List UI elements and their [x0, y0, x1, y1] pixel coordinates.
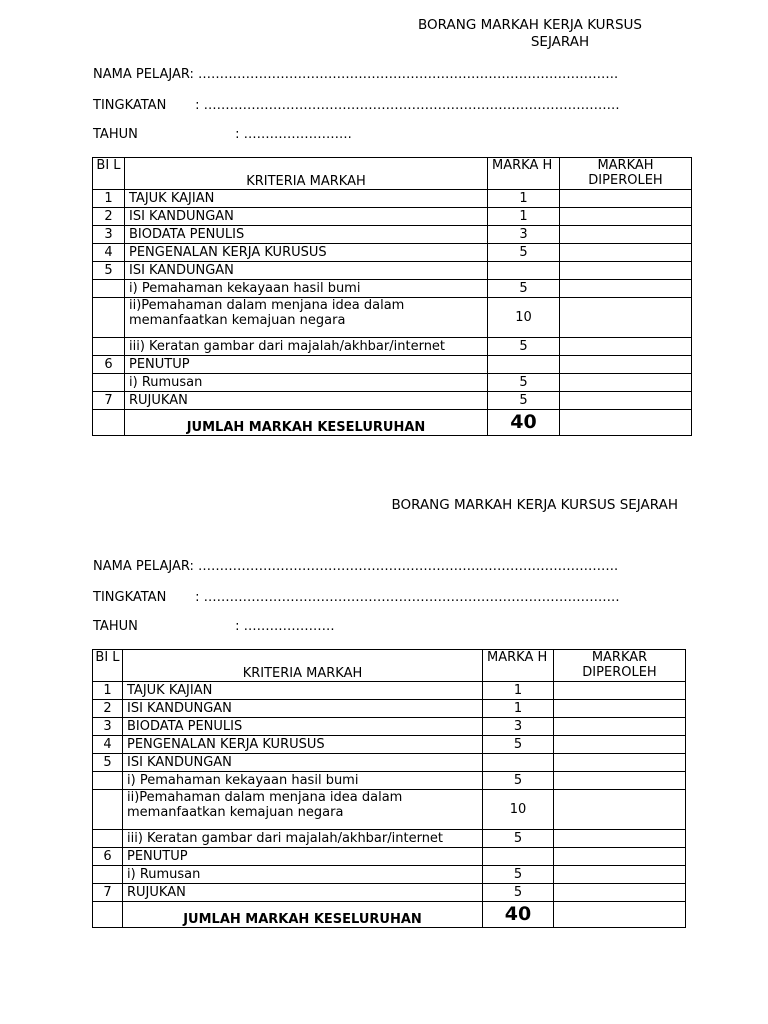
- markah-cell: 5: [488, 338, 560, 356]
- markah-cell: 1: [483, 700, 554, 718]
- markah-cell: [488, 356, 560, 374]
- diperoleh-cell[interactable]: [554, 682, 686, 700]
- form1-tahun-label: TAHUN: [93, 127, 138, 142]
- bil-cell: 2: [93, 700, 123, 718]
- total-row: [93, 410, 692, 436]
- table-row: [93, 374, 692, 392]
- table-row: [93, 190, 692, 208]
- bil-cell: 4: [93, 736, 123, 754]
- form2-nama-label: NAMA PELAJAR:: [93, 559, 194, 574]
- markah-cell: 5: [488, 280, 560, 298]
- kriteria-cell: ISI KANDUNGAN: [123, 700, 483, 718]
- kriteria-cell: ISI KANDUNGAN: [125, 208, 488, 226]
- kriteria-cell: i) Rumusan: [123, 866, 483, 884]
- kriteria-cell: PENUTUP: [123, 848, 483, 866]
- bil-cell: 1: [93, 190, 125, 208]
- total-diperoleh-cell[interactable]: [554, 902, 686, 928]
- markah-cell: 3: [488, 226, 560, 244]
- markah-cell: 1: [483, 682, 554, 700]
- markah-cell: [483, 754, 554, 772]
- markah-cell: 5: [483, 866, 554, 884]
- markah-cell: 5: [483, 884, 554, 902]
- markah-cell: 5: [488, 244, 560, 262]
- form1-tingkatan-dots[interactable]: : ……………………………………………………………………………………: [195, 98, 620, 113]
- total-diperoleh-cell[interactable]: [560, 410, 692, 436]
- diperoleh-cell[interactable]: [560, 226, 692, 244]
- form2-tingkatan-dots[interactable]: : ……………………………………………………………………………………: [195, 590, 620, 605]
- diperoleh-cell[interactable]: [554, 790, 686, 830]
- diperoleh-cell[interactable]: [560, 298, 692, 338]
- table-row: [93, 208, 692, 226]
- table-row: [93, 700, 686, 718]
- form2-nama-field[interactable]: [93, 559, 618, 574]
- table-row: [93, 280, 692, 298]
- kriteria-cell: iii) Keratan gambar dari majalah/akhbar/internet: [125, 338, 488, 356]
- markah-cell: 5: [483, 772, 554, 790]
- table-row: [93, 848, 686, 866]
- table-row: [93, 226, 692, 244]
- diperoleh-cell[interactable]: [560, 244, 692, 262]
- kriteria-cell: RUJUKAN: [125, 392, 488, 410]
- diperoleh-cell[interactable]: [554, 718, 686, 736]
- table-row: [93, 736, 686, 754]
- bil-cell: [93, 374, 125, 392]
- bil-cell: [93, 790, 123, 830]
- bil-cell: [93, 772, 123, 790]
- total-label: JUMLAH MARKAH KESELURUHAN: [125, 410, 488, 436]
- table-row: [93, 356, 692, 374]
- table-row: [93, 884, 686, 902]
- form2-title: BORANG MARKAH KERJA KURSUS SEJARAH: [391, 497, 678, 513]
- table-row: [93, 298, 692, 338]
- diperoleh-cell[interactable]: [554, 736, 686, 754]
- form1-title-line1: BORANG MARKAH KERJA KURSUS: [418, 17, 642, 33]
- col-diperoleh-header: MARKAR DIPEROLEH: [554, 650, 686, 682]
- diperoleh-cell[interactable]: [560, 374, 692, 392]
- table-row: [93, 754, 686, 772]
- kriteria-cell: TAJUK KAJIAN: [125, 190, 488, 208]
- diperoleh-cell[interactable]: [554, 700, 686, 718]
- bil-cell: [93, 338, 125, 356]
- bil-cell: 7: [93, 392, 125, 410]
- kriteria-cell: ISI KANDUNGAN: [123, 754, 483, 772]
- table-header-row: [93, 158, 692, 190]
- diperoleh-cell[interactable]: [554, 848, 686, 866]
- diperoleh-cell[interactable]: [560, 280, 692, 298]
- kriteria-cell: BIODATA PENULIS: [123, 718, 483, 736]
- markah-cell: 1: [488, 208, 560, 226]
- form1-tingkatan-field[interactable]: [93, 98, 620, 113]
- total-bil-cell: [93, 410, 125, 436]
- bil-cell: 1: [93, 682, 123, 700]
- kriteria-cell: i) Pemahaman kekayaan hasil bumi: [125, 280, 488, 298]
- bil-cell: [93, 830, 123, 848]
- table-row: [93, 338, 692, 356]
- col-diperoleh-header: MARKAH DIPEROLEH: [560, 158, 692, 190]
- bil-cell: [93, 866, 123, 884]
- form1-title-line2: SEJARAH: [530, 34, 590, 50]
- form2-tahun-dots[interactable]: : …………………: [235, 619, 335, 634]
- table-row: [93, 718, 686, 736]
- form2-tingkatan-field[interactable]: [93, 590, 620, 605]
- markah-cell: 10: [483, 790, 554, 830]
- table-row: [93, 772, 686, 790]
- form1-nama-label: NAMA PELAJAR:: [93, 67, 194, 82]
- bil-cell: 5: [93, 262, 125, 280]
- total-value: 40: [488, 410, 560, 436]
- diperoleh-cell[interactable]: [560, 208, 692, 226]
- form1-nama-dots[interactable]: …………………………………………………………………………………….: [198, 67, 619, 82]
- form1-tahun-dots[interactable]: : …………………….: [235, 127, 352, 142]
- col-bil-header: BI L: [93, 158, 125, 190]
- markah-cell: 5: [488, 392, 560, 410]
- table-row: [93, 244, 692, 262]
- form1-title: [380, 17, 680, 51]
- diperoleh-cell[interactable]: [554, 830, 686, 848]
- form2-tingkatan-label: TINGKATAN: [93, 590, 167, 605]
- form1-nama-field[interactable]: [93, 67, 618, 82]
- diperoleh-cell[interactable]: [560, 392, 692, 410]
- form2-tahun-field[interactable]: [93, 619, 335, 634]
- kriteria-cell: PENUTUP: [125, 356, 488, 374]
- total-bil-cell: [93, 902, 123, 928]
- markah-cell: 5: [483, 736, 554, 754]
- kriteria-cell: i) Rumusan: [125, 374, 488, 392]
- kriteria-cell: PENGENALAN KERJA KURUSUS: [123, 736, 483, 754]
- diperoleh-cell[interactable]: [560, 356, 692, 374]
- form2-nama-dots[interactable]: …………………………………………………………………………………….: [198, 559, 619, 574]
- kriteria-cell: i) Pemahaman kekayaan hasil bumi: [123, 772, 483, 790]
- kriteria-cell: TAJUK KAJIAN: [123, 682, 483, 700]
- col-markah-header: MARKA H: [488, 158, 560, 190]
- diperoleh-cell[interactable]: [554, 884, 686, 902]
- kriteria-cell: PENGENALAN KERJA KURUSUS: [125, 244, 488, 262]
- bil-cell: 2: [93, 208, 125, 226]
- kriteria-cell: BIODATA PENULIS: [125, 226, 488, 244]
- markah-cell: 3: [483, 718, 554, 736]
- table-row: [93, 392, 692, 410]
- total-label: JUMLAH MARKAH KESELURUHAN: [123, 902, 483, 928]
- bil-cell: 6: [93, 848, 123, 866]
- form2-marks-table: [92, 649, 686, 928]
- markah-cell: [483, 848, 554, 866]
- markah-cell: 5: [488, 374, 560, 392]
- diperoleh-cell[interactable]: [554, 866, 686, 884]
- bil-cell: 5: [93, 754, 123, 772]
- table-row: [93, 790, 686, 830]
- diperoleh-cell[interactable]: [554, 772, 686, 790]
- table-header-row: [93, 650, 686, 682]
- table-row: [93, 830, 686, 848]
- markah-cell: 10: [488, 298, 560, 338]
- col-kriteria-header: KRITERIA MARKAH: [123, 650, 483, 682]
- kriteria-cell: ISI KANDUNGAN: [125, 262, 488, 280]
- markah-cell: 5: [483, 830, 554, 848]
- form2-tahun-label: TAHUN: [93, 619, 138, 634]
- total-row: [93, 902, 686, 928]
- diperoleh-cell[interactable]: [554, 754, 686, 772]
- kriteria-cell: RUJUKAN: [123, 884, 483, 902]
- kriteria-cell: ii)Pemahaman dalam menjana idea dalam memanfaatkan kemajuan negara: [125, 298, 488, 338]
- table-row: [93, 262, 692, 280]
- bil-cell: [93, 280, 125, 298]
- diperoleh-cell[interactable]: [560, 262, 692, 280]
- table-row: [93, 866, 686, 884]
- form1-marks-table: [92, 157, 692, 436]
- table-row: [93, 682, 686, 700]
- col-kriteria-header: KRITERIA MARKAH: [125, 158, 488, 190]
- form1-tahun-field[interactable]: [93, 127, 352, 142]
- diperoleh-cell[interactable]: [560, 190, 692, 208]
- total-value: 40: [483, 902, 554, 928]
- bil-cell: 7: [93, 884, 123, 902]
- kriteria-cell: iii) Keratan gambar dari majalah/akhbar/internet: [123, 830, 483, 848]
- markah-cell: 1: [488, 190, 560, 208]
- bil-cell: 4: [93, 244, 125, 262]
- col-markah-header: MARKA H: [483, 650, 554, 682]
- diperoleh-cell[interactable]: [560, 338, 692, 356]
- bil-cell: 3: [93, 226, 125, 244]
- markah-cell: [488, 262, 560, 280]
- bil-cell: 6: [93, 356, 125, 374]
- bil-cell: [93, 298, 125, 338]
- col-bil-header: BI L: [93, 650, 123, 682]
- form1-tingkatan-label: TINGKATAN: [93, 98, 167, 113]
- bil-cell: 3: [93, 718, 123, 736]
- kriteria-cell: ii)Pemahaman dalam menjana idea dalam memanfaatkan kemajuan negara: [123, 790, 483, 830]
